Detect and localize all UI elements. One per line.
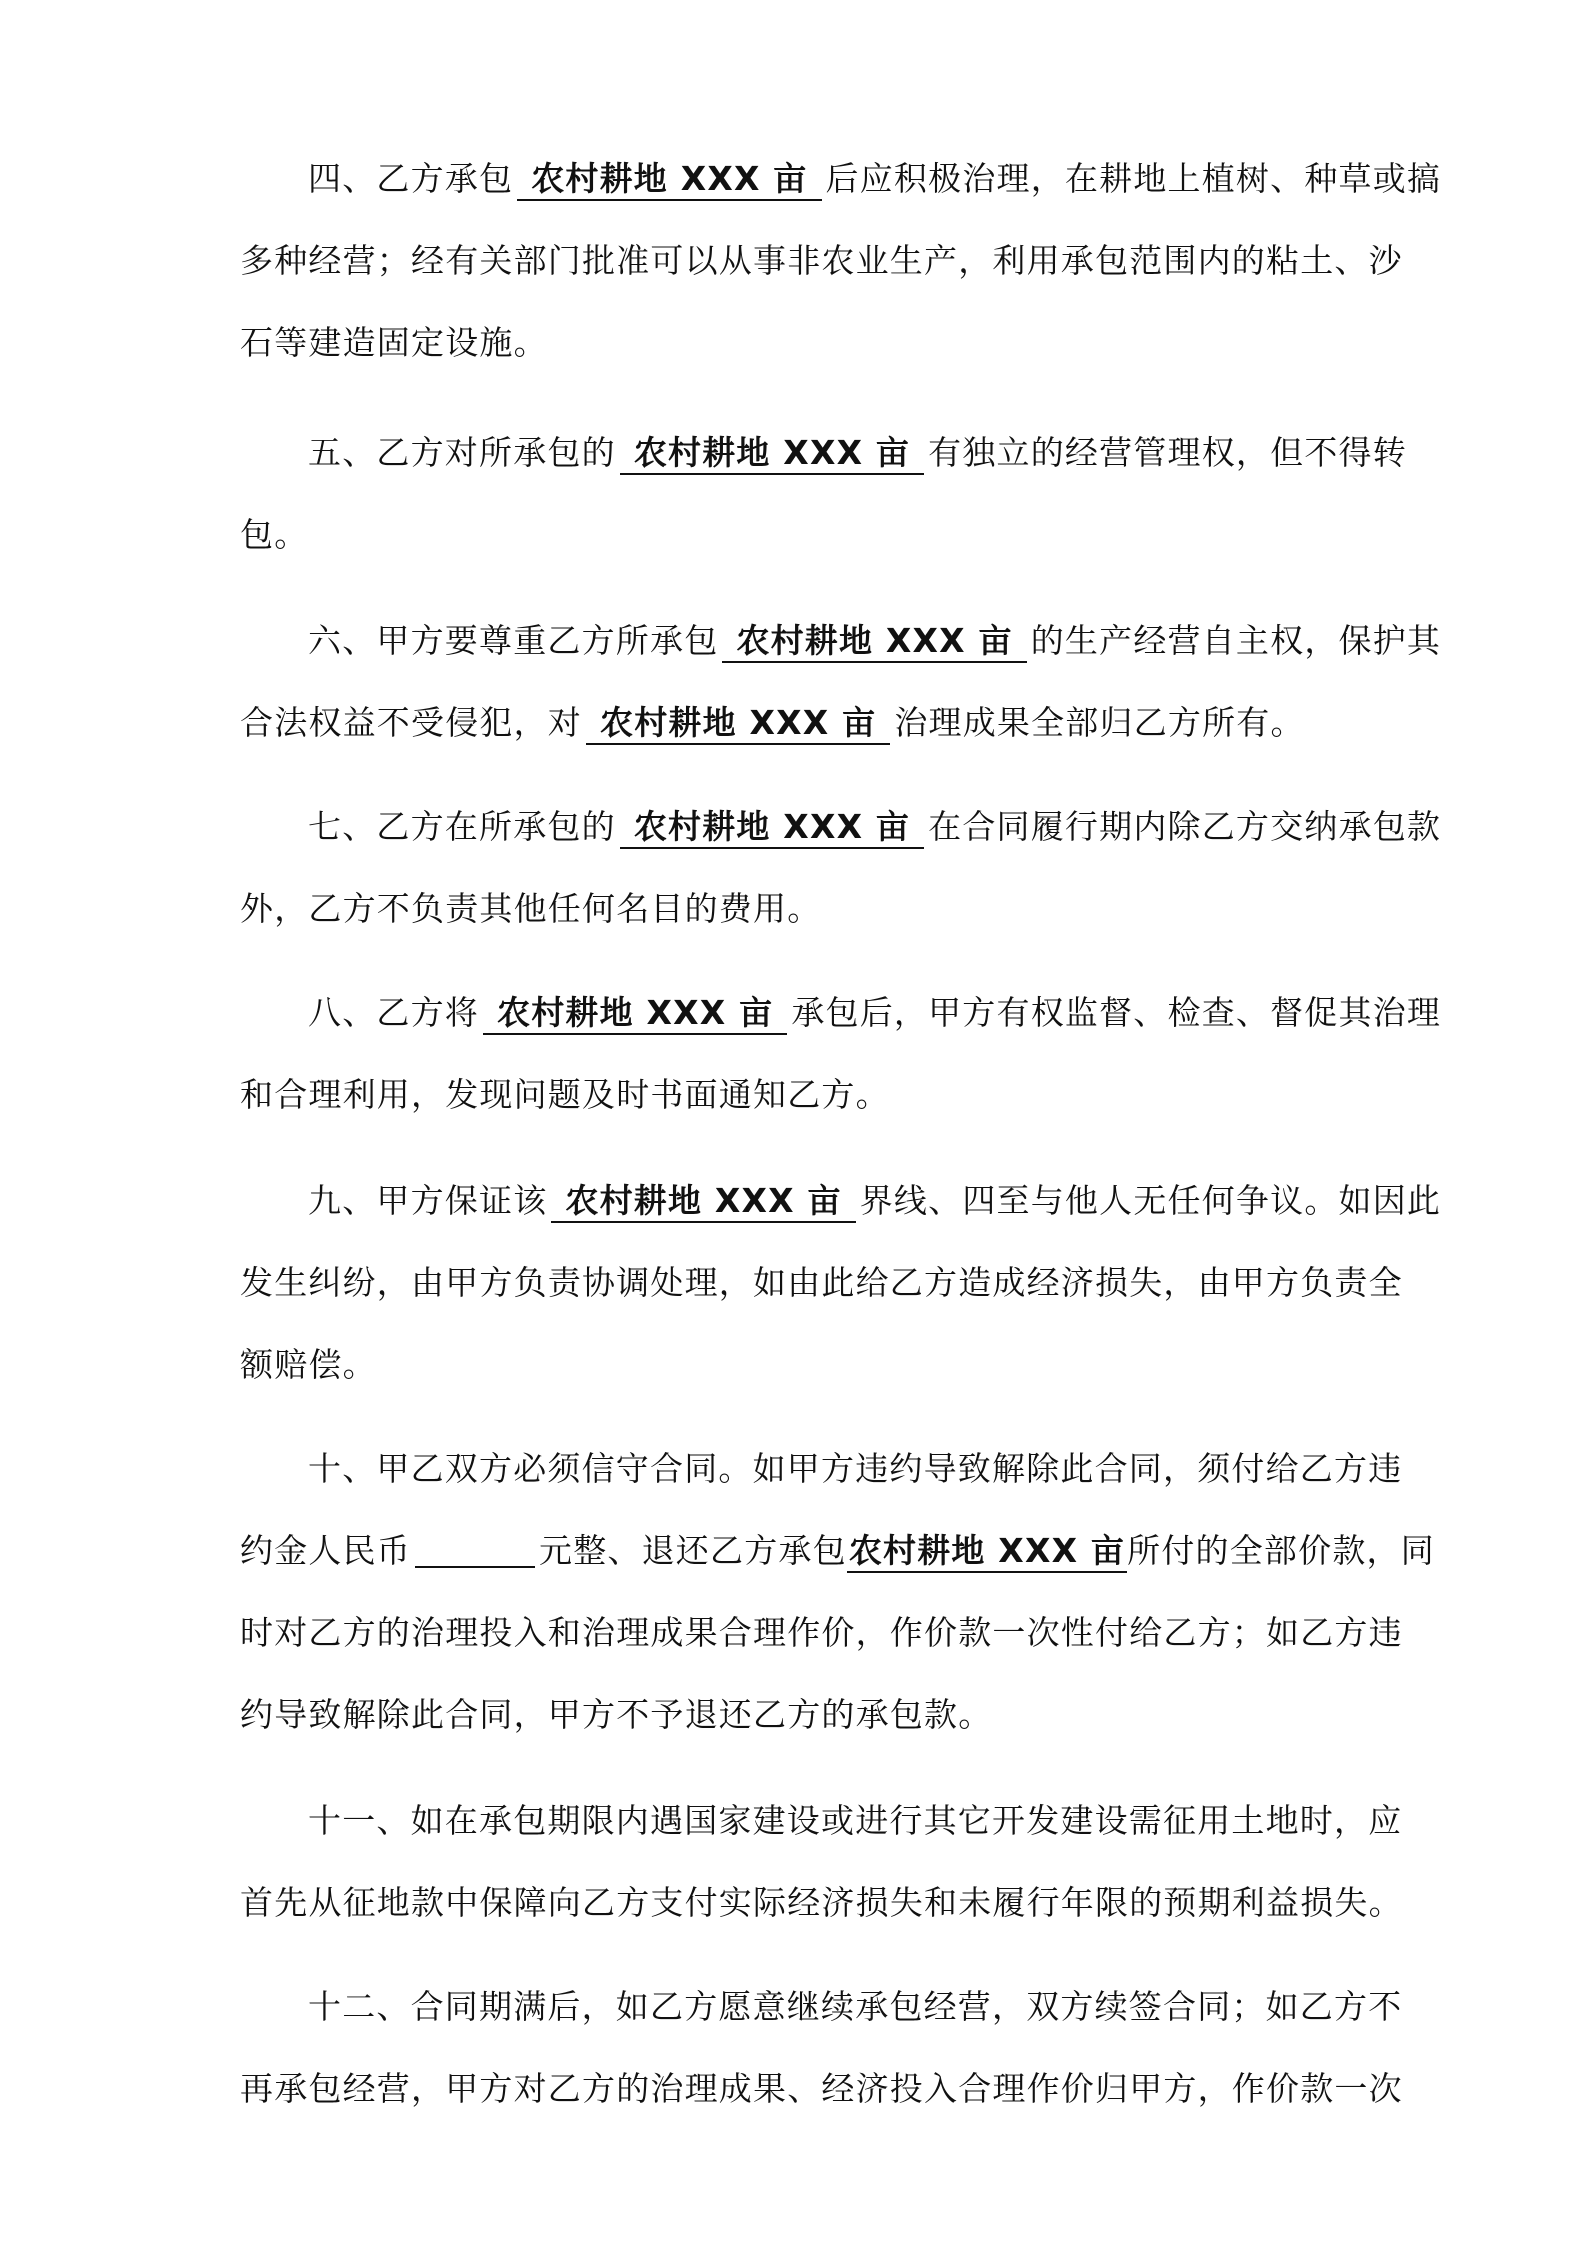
land-term-blank: 农村耕地 XXX 亩 xyxy=(483,993,787,1035)
clause-4 xyxy=(240,138,1442,384)
clause-text: 八、乙方将 xyxy=(308,993,479,1032)
clause-text: 再承包经营，甲方对乙方的治理成果、经济投入合理作价归甲方，作价款一次 xyxy=(240,2069,1403,2108)
clause-text: 六、甲方要尊重乙方所承包 xyxy=(308,621,719,660)
clause-text: 时对乙方的治理投入和治理成果合理作价，作价款一次性付给乙方；如乙方违 xyxy=(240,1613,1403,1652)
clause-text: 首先从征地款中保障向乙方支付实际经济损失和未履行年限的预期利益损失。 xyxy=(240,1883,1403,1922)
land-term-blank: 农村耕地 XXX 亩 xyxy=(586,703,890,745)
clause-10 xyxy=(240,1428,1435,1756)
clause-text: 有独立的经营管理权，但不得转 xyxy=(928,433,1407,472)
clause-text: 石等建造固定设施。 xyxy=(240,323,548,362)
clause-text: 发生纠纷，由甲方负责协调处理，如由此给乙方造成经济损失，由甲方负责全 xyxy=(240,1263,1403,1302)
clause-12 xyxy=(240,1966,1403,2130)
land-term-blank: 农村耕地 XXX 亩 xyxy=(517,159,821,201)
clause-text: 元整、退还乙方承包 xyxy=(539,1531,847,1570)
clause-text: 四、乙方承包 xyxy=(308,159,514,198)
clause-text: 约导致解除此合同，甲方不予退还乙方的承包款。 xyxy=(240,1695,993,1734)
clause-text: 外，乙方不负责其他任何名目的费用。 xyxy=(240,889,822,928)
clause-text: 包。 xyxy=(240,515,309,554)
land-term-blank: 农村耕地 XXX 亩 xyxy=(620,807,924,849)
clause-text: 九、甲方保证该 xyxy=(308,1181,548,1220)
land-term-blank: 农村耕地 XXX 亩 xyxy=(847,1531,1127,1573)
clause-text: 约金人民币 xyxy=(240,1531,411,1570)
clause-text: 后应积极治理，在耕地上植树、种草或搞 xyxy=(825,159,1442,198)
clause-text: 界线、四至与他人无任何争议。如因此 xyxy=(859,1181,1442,1220)
clause-text: 额赔偿。 xyxy=(240,1345,377,1384)
clause-6 xyxy=(240,600,1442,764)
clause-text: 治理成果全部归乙方所有。 xyxy=(894,703,1305,742)
clause-5 xyxy=(240,412,1407,576)
clause-11 xyxy=(240,1780,1403,1944)
clause-text: 十二、合同期满后，如乙方愿意继续承包经营，双方续签合同；如乙方不 xyxy=(308,1987,1403,2026)
land-term-blank: 农村耕地 XXX 亩 xyxy=(620,433,924,475)
clause-9 xyxy=(240,1160,1442,1406)
amount-blank xyxy=(415,1526,535,1568)
clause-text: 合法权益不受侵犯，对 xyxy=(240,703,582,742)
clause-text: 承包后，甲方有权监督、检查、督促其治理 xyxy=(791,993,1442,1032)
land-term-blank: 农村耕地 XXX 亩 xyxy=(551,1181,855,1223)
clause-text: 所付的全部价款，同 xyxy=(1127,1531,1435,1570)
clause-text: 和合理利用，发现问题及时书面通知乙方。 xyxy=(240,1075,890,1114)
land-term-blank: 农村耕地 XXX 亩 xyxy=(722,621,1026,663)
clause-text: 的生产经营自主权，保护其 xyxy=(1030,621,1442,660)
clause-7 xyxy=(240,786,1442,950)
clause-text: 七、乙方在所承包的 xyxy=(308,807,616,846)
clause-text: 五、乙方对所承包的 xyxy=(308,433,616,472)
clause-text: 在合同履行期内除乙方交纳承包款 xyxy=(928,807,1442,846)
clause-text: 十、甲乙双方必须信守合同。如甲方违约导致解除此合同，须付给乙方违 xyxy=(308,1449,1403,1488)
clause-text: 十一、如在承包期限内遇国家建设或进行其它开发建设需征用土地时，应 xyxy=(308,1801,1403,1840)
clause-text: 多种经营；经有关部门批准可以从事非农业生产，利用承包范围内的粘土、沙 xyxy=(240,241,1403,280)
clause-8 xyxy=(240,972,1442,1136)
